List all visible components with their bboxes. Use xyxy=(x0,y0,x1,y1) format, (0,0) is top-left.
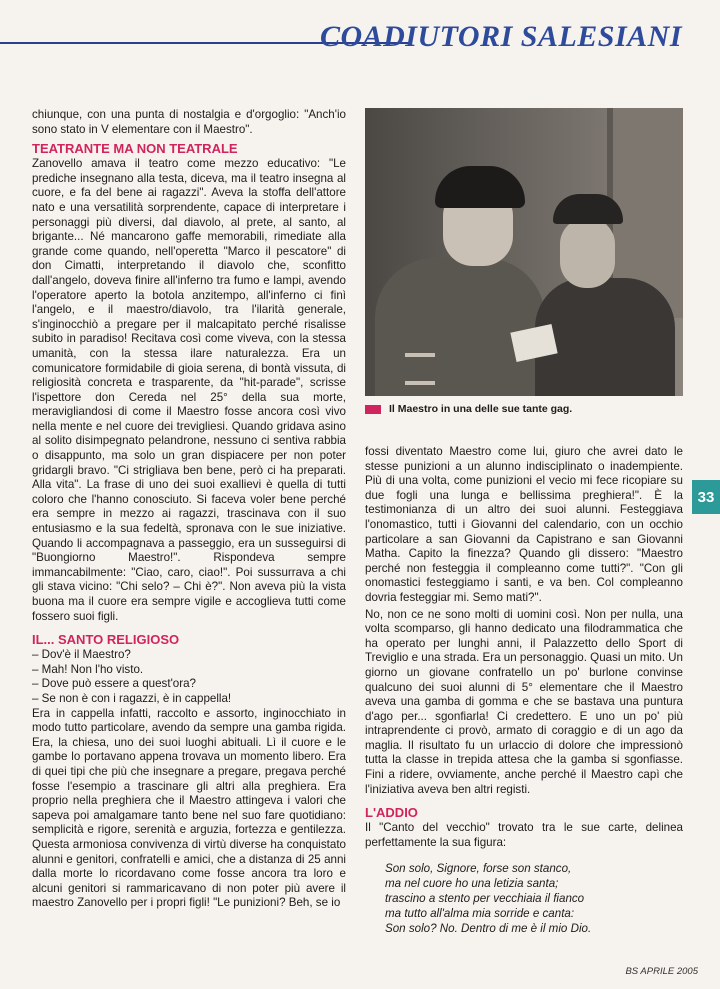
caption-text: Il Maestro in una delle sue tante gag. xyxy=(389,403,573,415)
poem-line: ma tutto all'alma mia sorride e canta: xyxy=(385,906,575,920)
intro-paragraph: chiunque, con una punta di nostalgia e d'orgoglio: "Anch'io sono stato in V elementare con il Maestro". xyxy=(32,108,346,136)
section-heading-santo: IL... SANTO RELIGIOSO xyxy=(32,632,180,648)
section-text-addio: Il "Canto del vecchio" trovato tra le sue carte, delinea perfettamente la sua figura: xyxy=(365,821,683,849)
poem-block xyxy=(385,862,683,936)
dialog-line: – Mah! Non l'ho visto. xyxy=(32,662,144,676)
section-heading-teatrante: TEATRANTE MA NON TEATRALE xyxy=(32,141,238,157)
caption-marker-icon xyxy=(365,405,381,414)
section-heading-addio: L'ADDIO xyxy=(365,805,418,821)
poem-line: ma nel cuore ho una letizia santa; xyxy=(385,877,559,891)
page-number-badge: 33 xyxy=(692,480,720,514)
dialog-line: – Dove può essere a quest'ora? xyxy=(32,677,196,691)
right-text-1: fossi diventato Maestro come lui, giuro che avrei dato le stesse punizioni a un alunno indisciplinato o inadempiente. Più di una volta, come punizioni el vecio mi fece ricopiare su due fogli una lunga e bellissima preghiera!". È la testimonianza di un altro dei suoi alunni. Festeggiava l'onomastico, tutti i Giovanni del calendario, con un occhio particolare a san Giovanni da Capistrano e san Giovanni Matha. Capito la finezza? Quando gli dissero: "Maestro perché non festeggia il compleanno come tutti?". "Con gli onomastici festeggiamo i santi, e va ben. Col compleanno dovria festeggiar mi. Semo mati?". xyxy=(365,445,683,604)
left-column xyxy=(32,108,346,911)
dialog-block xyxy=(32,648,346,706)
dialog-line: – Se non è con i ragazzi, è in cappella! xyxy=(32,691,232,705)
section-header-title: COADIUTORI SALESIANI xyxy=(319,20,682,53)
article-photo xyxy=(365,108,683,396)
right-text-2: No, non ce ne sono molti di uomini così. Non per nulla, una volta scomparso, gli hanno dedicato una filodrammatica che ha operato per lunghi anni, il Palazzetto dello Sport di Treviglio e una strada. Era un personaggio. Quasi un mito. Un giorno un giovane confratello un po' burlone convinse qualcuno dei suoi alunni di 5° elementare che il Maestro aveva una gamba di gomma e che se bastava una puntura d'ago per... sgonfiarla! Ci credettero. E uno un po' più intraprendente ci provò, armato di coraggio e di un ago da maglia. Il risultato fu un urlaccio di dolore che impressionò tutta la classe in trepida attesa che la gamba si sgonfiasse. Fini a ridere, ovviamente, anche perché il Maestro capì che l'iniziativa aveva ben altri registi. xyxy=(365,607,683,796)
photo-caption xyxy=(365,403,572,415)
poem-line: trascino a stento per vecchiaia il fianco xyxy=(385,892,585,906)
footer-issue: BS APRILE 2005 xyxy=(625,966,698,977)
poem-line: Son solo? No. Dentro di me è il mio Dio. xyxy=(385,921,592,935)
right-column xyxy=(365,445,683,936)
section-text-santo: Era in cappella infatti, raccolto e assorto, inginocchiato in modo tutto particolare, avendo da sempre una gamba rigida. Era, la chiesa, uno dei suoi luoghi abituali. Lì il cuore e le gambe lo portavano appena trovava un momento libero. Era di quei tipi che più che insegnare a pregare, pregava perché fosse l'esempio a trascinare gli altri alla preghiera. Era proprio nella preghiera che il Maestro attingeva i valori che sapeva poi amalgamare tanto bene nel suo fare quotidiano: semplicità e rigore, serenità e arguzia, fortezza e gentilezza. Questa armoniosa convivenza di virtù diverse ha conquistato alunni e genitori, confratelli e amici, che a distanza di 25 anni dalla morte lo ricordavano come fosse ancora tra loro e alcuni genitori si rammaricavano di non poter più avere il maestro Zanovello per i propri figli! "Le punizioni? Beh, se io xyxy=(32,706,346,910)
poem-line: Son solo, Signore, forse son stanco, xyxy=(385,862,572,876)
section-text-teatrante: Zanovello amava il teatro come mezzo educativo: "Le prediche insegnano alla testa, diceva, ma il teatro insegna al cuore, e fa del bene ai ragazzi". Aveva la stoffa dell'attore nato e una versatilità sorprendente, capace di interpretare i personaggi più diversi, dal diavolo, al prete, al santo, al brigante... Né mancarono gaffe memorabili, rimediate alla grande come quando, nell'operetta "Marco il pescatore" di don Cimatti, interpretando il diavolo che, sconfitto dall'angelo, doveva finire all'inferno tra fumo e lampi, avendo l'operatore aperto la botola anzitempo, all'inferno ci finì l'angelo, e il maestro/diavolo, tra l'ilarità generale, s'inginocchiò a pregare per il malcapitato perché risalisse subito in paradiso! Recitava così come viveva, con la stessa umanità, con la stessa ilare naturalezza. Era un comunicatore formidabile di gioia serena, di bontà vissuta, di religiosità concreta e trasparente, da "hit-parade", scrisse l'ispettore don Cereda nel 25° della sua morte, meravigliandosi di come il Maestro fosse ancora così vivo nella mente e nel cuore dei trevigliesi. Quando gridava asino al solito disimpegnato pelandrone, nessuno ci sentiva rabbia o disappunto, ma solo un gran dispiacere per non poter gridargli bravo. "Ci strigliava ben bene, però ci ha preparati. Alla vita". La frase di uno dei suoi exallievi è quella di tutti coloro che l'hanno conosciuto. Si faceva voler bene perché era sempre in mezzo ai ragazzi, trascinava con il suo entusiasmo e la sua fedeltà, spronava con le sue iniziative. Quando li accompagnava a passeggio, era un susseguirsi di "Buongiorno Maestro!". Rispondeva sempre immancabilmente: "Ciao, caro, ciao!". Poi sussurrava a chi gli stava vicino: "Chi selo? – Chi è?". Non aveva più la vista buona ma il cuore era sempre vigile e accoglieva tutti come fossero suoi figli. xyxy=(32,157,346,623)
dialog-line: – Dov'è il Maestro? xyxy=(32,648,131,662)
